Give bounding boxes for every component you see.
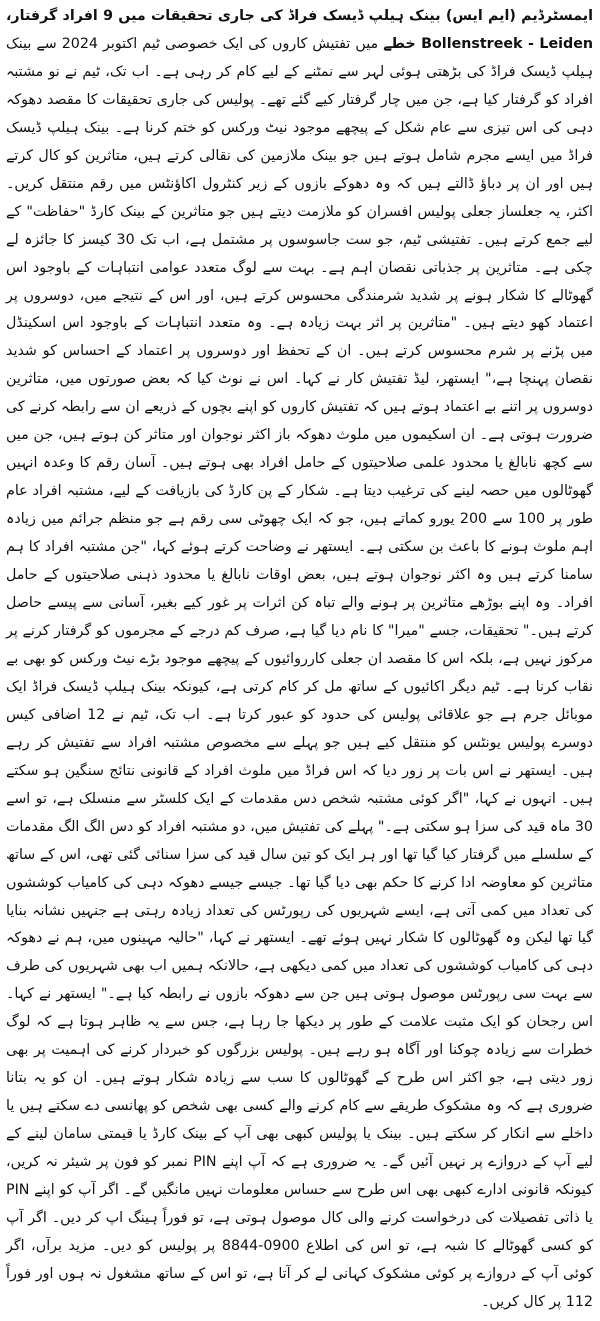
article-dateline: ایمسٹرڈیم (ایم ایس) بینک ہیلپ ڈیسک فراڈ کی جاری تحقیقات میں 9 افراد گرفتار، Bollenstreek - Leiden خطے bbox=[6, 8, 593, 52]
article-body: میں تفتیش کاروں کی ایک خصوصی ٹیم اکتوبر 2024 سے بینک ہیلپ ڈیسک فراڈ کی بڑھتی ہوئی لہر سے نمٹنے کے لیے کام کر رہی ہے۔ اب تک، ٹیم نے نو مشتبہ افراد کو گرفتار کیا ہے، جن میں چار گرفتار کیے گئے تھے۔ پولیس کی جاری تحقیقات کا مقصد دھوکہ دہی کی اس تیزی سے عام شکل کے پیچھے موجود نیٹ ورکس کو ختم کرنا ہے۔ بینک ہیلپ ڈیسک فراڈ میں ایسے مجرم شامل ہوتے ہیں جو بینک ملازمین کی نقالی کرتے ہیں، متاثرین کو کال کرتے ہیں اور ان پر دباؤ ڈالتے ہیں کہ وہ دھوکے بازوں کے زیر کنٹرول اکاؤنٹس میں رقم منتقل کریں۔ اکثر، یہ جعلساز جعلی پولیس افسران کو ملازمت دیتے ہیں جو متاثرین کے بینک کارڈ "حفاظت" کے لیے جمع کرتے ہیں۔ تفتیشی ٹیم، جو ست جاسوسوں پر مشتمل ہے، اب تک 30 کیسز کا جائزہ لے چکی ہے۔ متاثرین پر جذباتی نقصان اہم ہے۔ بہت سے لوگ متعدد عوامی انتباہات کے باوجود اس گھوٹالے کا شکار ہونے پر شدید شرمندگی محسوس کرتے ہیں، اور اس کے نتیجے میں، دوسروں پر اعتماد کھو دیتے ہیں۔ "متاثرین پر اثر بہت زیادہ ہے۔ وہ متعدد انتباہات کے باوجود اس اسکینڈل میں پڑنے پر شرم محسوس کرتے ہیں۔ ان کے تحفظ اور دوسروں پر اعتماد کے احساس کو شدید نقصان پہنچا ہے،" ایستھر، لیڈ تفتیش کار نے کہا۔ اس نے نوٹ کیا کہ بعض صورتوں میں، متاثرین دوسروں پر اتنے بے اعتماد ہوتے ہیں کہ تفتیش کاروں کو اپنے بچوں کے ذریعے ان سے رابطہ کرنے کی ضرورت ہوتی ہے۔ ان اسکیموں میں ملوث دھوکہ باز اکثر نوجوان اور متاثر کن ہوتے ہیں، جن میں سے کچھ نابالغ یا محدود علمی صلاحیتوں کے حامل افراد بھی ہوتے ہیں۔ آسان رقم کا وعدہ انہیں گھوٹالوں میں حصہ لینے کی ترغیب دیتا ہے۔ شکار کے پن کارڈ کی بازیافت کے لیے، مشتبہ افراد عام طور پر 100 سے 200 یورو کماتے ہیں، جو کہ ایک چھوٹی سی رقم ہے جو منظم جرائم میں زیادہ اہم ملوث ہونے کا باعث بن سکتی ہے۔ ایستھر نے وضاحت کرتے ہوئے کہا، "جن مشتبہ افراد کا ہم سامنا کرتے ہیں وہ اکثر نوجوان ہوتے ہیں، بعض اوقات نابالغ یا محدود ذہنی صلاحیتوں کے حامل افراد۔ وہ اپنے بوڑھے متاثرین پر ہونے والے تباہ کن اثرات پر غور کیے بغیر، آسانی سے پیسے حاصل کرتے ہیں۔" تحقیقات، جسے "میرا" کا نام دیا گیا ہے، صرف کم درجے کے مجرموں کو گرفتار کرنے پر مرکوز نہیں ہے، بلکہ اس کا مقصد ان جعلی کارروائیوں کے پیچھے موجود بڑے نیٹ ورکس کو بھی بے نقاب کرنا ہے۔ ٹیم دیگر اکائیوں کے ساتھ مل کر کام کرتی ہے، کیونکہ بینک ہیلپ ڈیسک فراڈ ایک موبائل جرم ہے جو علاقائی پولیس کی حدود کو عبور کرتا ہے۔ اب تک، ٹیم نے 12 اضافی کیس دوسرے پولیس یونٹس کو منتقل کیے ہیں جو پہلے سے مخصوص مشتبہ افراد سے تفتیش کر رہے ہیں۔ ایستھر نے اس بات پر زور دیا کہ اس فراڈ میں ملوث افراد کے قانونی نتائج سنگین ہو سکتے ہیں۔ انہوں نے کہا، "اگر کوئی مشتبہ شخص دس مقدمات کے ایک کلسٹر سے منسلک ہے، تو اسے 30 ماہ قید کی سزا ہو سکتی ہے۔" پہلے کی تفتیش میں، دو مشتبہ افراد کو دس الگ الگ مقدمات کے سلسلے میں گرفتار کیا گیا تھا اور ہر ایک کو تین سال قید کی سزا سنائی گئی تھی، اس کے ساتھ متاثرین کو معاوضہ ادا کرنے کا حکم بھی دیا گیا تھا۔ جیسے جیسے دھوکہ دہی کی کامیاب کوششوں کی تعداد میں کمی آتی ہے، ایسے شہریوں کی رپورٹس کی تعداد زیادہ رہتی ہے جنہیں نشانہ بنایا گیا تھا لیکن وہ گھوٹالوں کا شکار نہیں ہوئے تھے۔ ایستھر نے کہا، "حالیہ مہینوں میں، ہم نے دھوکہ دہی کی کامیاب کوششوں کی تعداد میں کمی دیکھی ہے، حالانکہ ہمیں اب بھی شہریوں کی طرف سے بہت سی رپورٹس موصول ہوتی ہیں جن سے دھوکہ بازوں نے رابطہ کیا ہے۔" ایستھر نے کہا۔ اس رجحان کو ایک مثبت علامت کے طور پر دیکھا جا رہا ہے، جس سے یہ ظاہر ہوتا ہے کہ لوگ خطرات سے زیادہ چوکنا اور آگاہ ہو رہے ہیں۔ پولیس بزرگوں کو خبردار کرنے کی اہمیت پر بھی زور دیتی ہے، جو اکثر اس طرح کے گھوٹالوں کا سب سے زیادہ شکار ہوتے ہیں۔ ان کو یہ بتانا ضروری ہے کہ وہ مشکوک طریقے سے کام کرنے والے کسی بھی شخص کو پھانسی دے سکتے ہیں یا داخلے سے انکار کر سکتے ہیں۔ بینک یا پولیس کبھی بھی آپ کے بینک کارڈ یا قیمتی سامان لینے کے لیے آپ کے دروازے پر نہیں آئیں گے۔ یہ ضروری ہے کہ آپ اپنے PIN نمبر کو فون پر شیئر نہ کریں، کیونکہ قانونی ادارے کبھی بھی اس طرح سے حساس معلومات نہیں مانگیں گے۔ اگر آپ کو اپنے PIN یا ذاتی تفصیلات کی درخواست کرنے والی کال موصول ہوتی ہے، تو فوراً ہینگ اپ کر دیں۔ اگر آپ کو کسی گھوٹالے کا شبہ ہے، تو اس کی اطلاع 0900-8844 پر پولیس کو دیں۔ مزید برآں، اگر کوئی آپ کے دروازے پر کوئی مشکوک کہانی لے کر آتا ہے، تو اس کے ساتھ مشغول نہ ہوں اور فوراً 112 پر کال کریں۔ bbox=[6, 35, 594, 1310]
article-text bbox=[6, 3, 593, 1317]
